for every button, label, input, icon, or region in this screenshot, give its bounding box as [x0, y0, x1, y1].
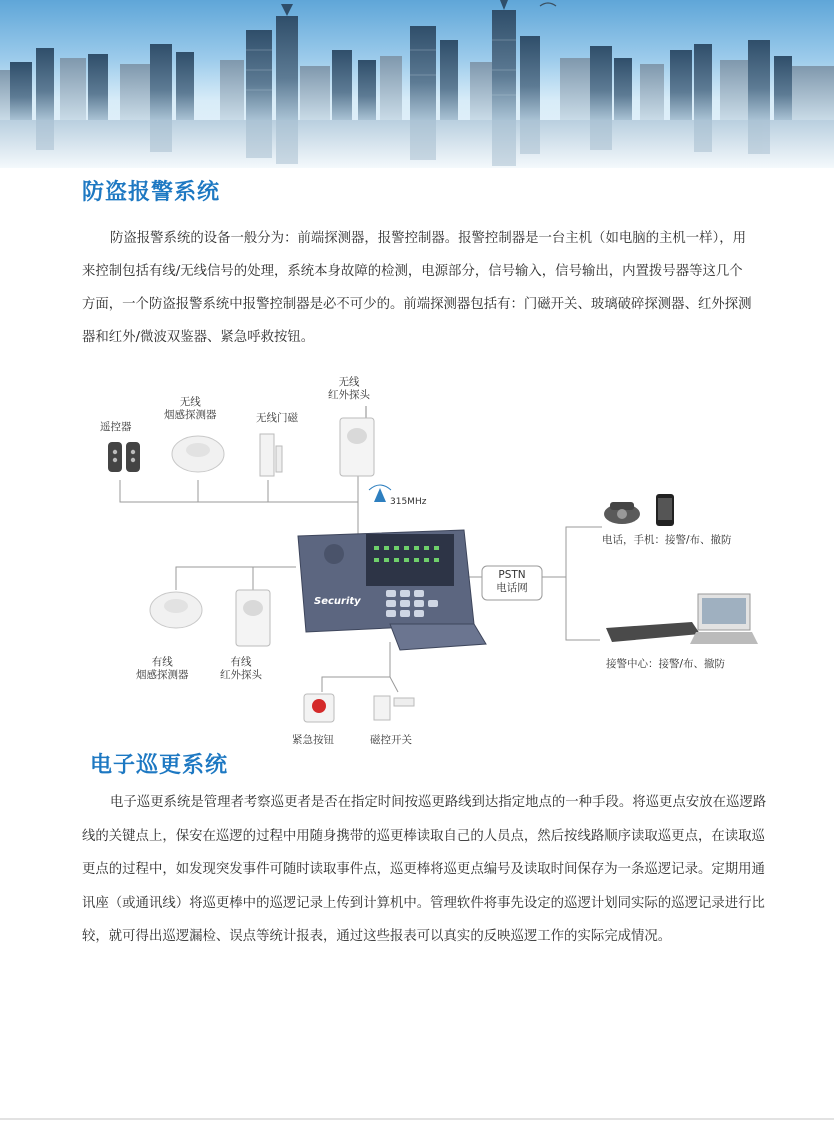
monitoring-center-icon [606, 594, 758, 644]
wired-smoke-detector-icon [150, 592, 202, 628]
wired-pir-icon [236, 590, 270, 646]
label-emergency-button: 紧急按钮 [292, 734, 334, 746]
city-skyline-banner [0, 0, 834, 168]
telephone-icon [604, 502, 640, 524]
remote-control-icon [108, 442, 140, 472]
mobile-phone-icon [656, 494, 674, 526]
alarm-control-panel-icon [298, 530, 486, 650]
wireless-smoke-detector-icon [172, 436, 224, 472]
alarm-system-diagram [90, 362, 770, 754]
panel-brand-text: Security [314, 596, 361, 607]
label-wireless-door: 无线门磁 [256, 412, 298, 424]
label-wireless-pir: 无线 红外探头 [328, 376, 370, 401]
label-wired-smoke: 有线 烟感探测器 [136, 656, 189, 681]
label-phone-mobile: 电话，手机：接警/布、撤防 [602, 534, 732, 546]
label-magnetic-switch: 磁控开关 [370, 734, 412, 746]
section-title-alarm: 防盗报警系统 [82, 180, 221, 205]
section-title-patrol: 电子巡更系统 [90, 753, 229, 778]
wireless-door-sensor-icon [260, 434, 282, 476]
magnetic-switch-icon [374, 696, 414, 720]
skyline-illustration [0, 0, 834, 168]
label-wired-pir: 有线 红外探头 [220, 656, 262, 681]
label-wireless-smoke: 无线 烟感探测器 [164, 396, 217, 421]
patrol-paragraph: 电子巡更系统是管理者考察巡更者是否在指定时间按巡更路线到达指定地点的一种手段。将巡更点安放在巡逻路线的关键点上，保安在巡逻的过程中用随身携带的巡更棒读取自己的人员点，然后按线路顺序读取巡更点，在读取巡更点的过程中，如发现突发事件可随时读取事件点，巡更棒将巡更点编号及读取时间保存为一条巡逻记录。定期用通讯座（或通讯线）将巡更棒中的巡逻记录上传到计算机中。管理软件将事先设定的巡逻计划同实际的巡逻记录进行比较，就可得出巡逻漏检、误点等统计报表，通过这些报表可以真实的反映巡逻工作的实际完成情况。 [82, 795, 767, 945]
label-pstn: PSTN 电话网 [496, 569, 528, 594]
wireless-pir-icon [340, 406, 374, 476]
emergency-button-icon [304, 694, 334, 722]
label-remote: 遥控器 [100, 421, 132, 433]
label-monitoring-center: 接警中心：接警/布、撤防 [606, 658, 726, 670]
antenna-signal-icon [369, 485, 391, 502]
alarm-paragraph: 防盗报警系统的设备一般分为：前端探测器，报警控制器。报警控制器是一台主机（如电脑的主机一样），用来控制包括有线/无线信号的处理，系统本身故障的检测，电源部分，信号输入，信号输出，内置拨号器等这几个方面，一个防盗报警系统中报警控制器是必不可少的。前端探测器包括有：门磁开关、玻璃破碎探测器、红外探测器和红外/微波双鉴器、紧急呼救按钮。 [82, 231, 752, 345]
label-frequency: 315MHz [390, 497, 427, 507]
page-bottom-rule [0, 1118, 834, 1120]
